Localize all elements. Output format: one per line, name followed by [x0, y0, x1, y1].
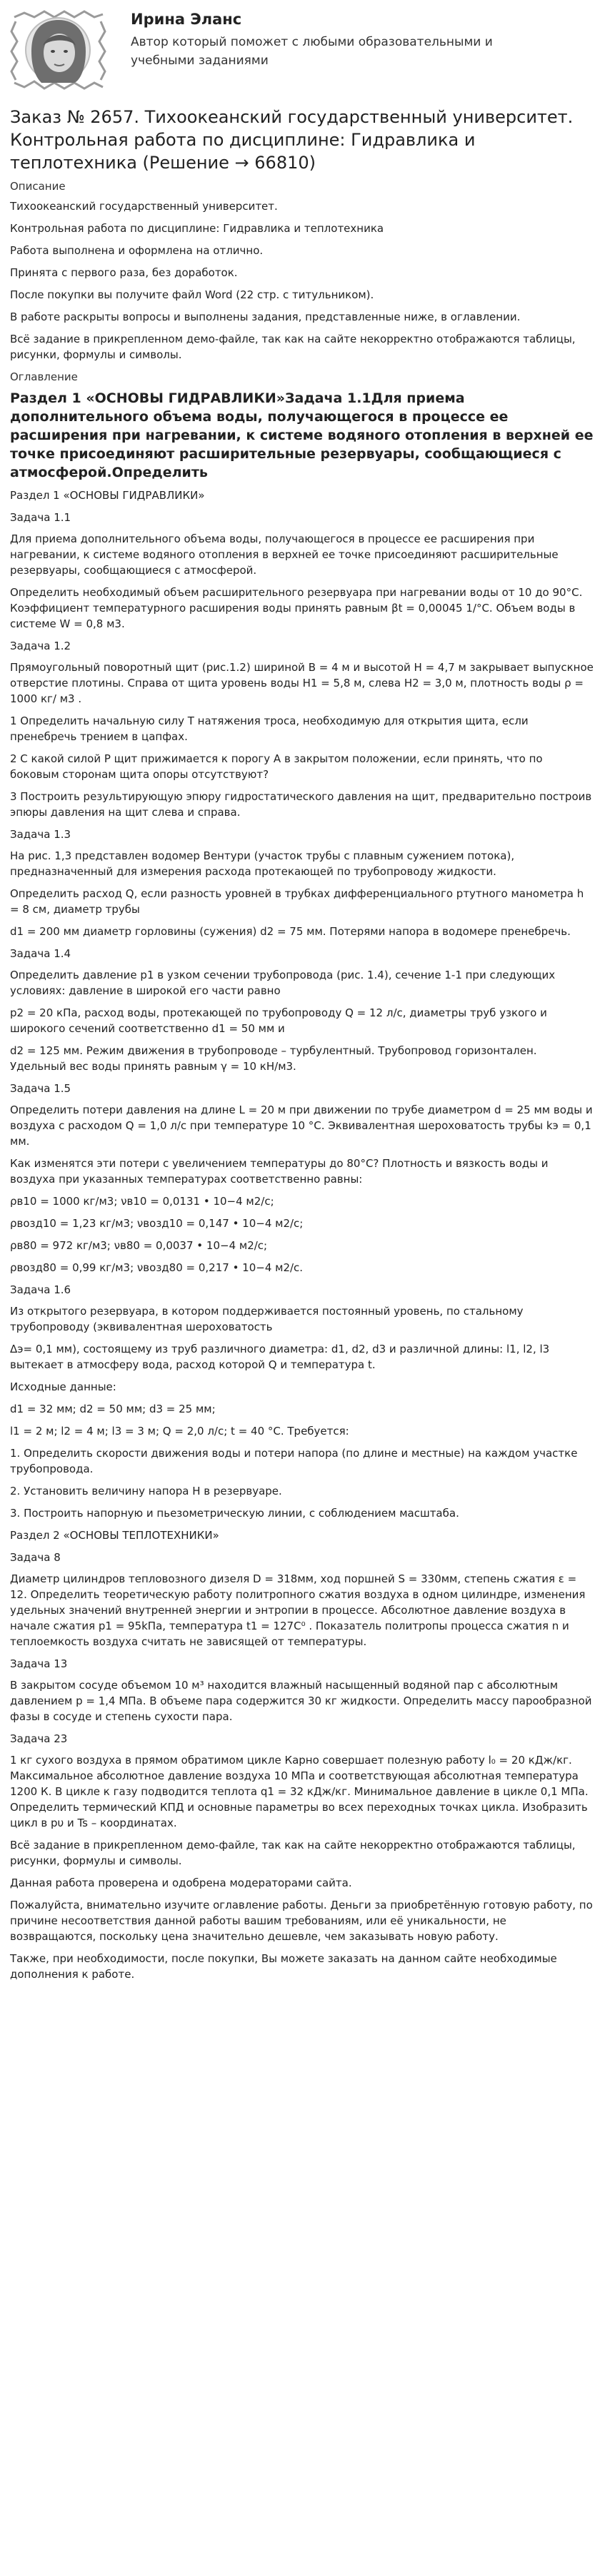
- footer-note: Также, при необходимости, после покупки, Вы можете заказать на данном сайте необходимые дополнения к работе.: [10, 1952, 557, 1981]
- description-paragraph: Тихоокеанский государственный университет.: [10, 200, 278, 213]
- description-paragraph: Работа выполнена и оформлена на отлично.: [10, 244, 264, 257]
- task-text: Диаметр цилиндров тепловозного дизеля D = 318мм, ход поршней S = 330мм, степень сжатия ε = 12. Определить теоретическую работу политропного сжатия воздуха в одном цилиндре, изменения удельных значений внутренней энергии и энтропии в процессе. Абсолютное давление воздуха в начале сжатия p1 = 95kПа, температура t1 = 127C⁰ . Показатель политропы процесса сжатия n и теплоемкость воздуха считать не зависящей от температуры.: [10, 1572, 586, 1648]
- task-text: d1 = 200 мм диаметр горловины (сужения) d2 = 75 мм. Потерями напора в водомере пренебречь.: [10, 925, 571, 938]
- task-title: Задача 1.5: [10, 1082, 71, 1095]
- description-text: [10, 198, 595, 363]
- order-title: Заказ № 2657. Тихоокеанский государственный университет. Контрольная работа по дисциплине: Гидравлика и теплотехника (Решение → 66810): [10, 107, 574, 173]
- task-text: 3. Построить напорную и пьезометрическую линии, с соблюдением масштаба.: [10, 1507, 459, 1520]
- task-text: Определить необходимый объем расширительного резервуара при нагревании воды от 10 до 90°С. Коэффициент температурного расширения воды принять равным βt = 0,00045 1/°С. Объем воды в системе W = 0,8 м3.: [10, 586, 583, 630]
- task-text: 2 С какой силой Р щит прижимается к порогу А в закрытом положении, если принять, что по боковым сторонам щита опоры отсутствуют?: [10, 752, 543, 781]
- task-text: ρвозд10 = 1,23 кг/м3; νвозд10 = 0,147 • 10−4 м2/с;: [10, 1217, 304, 1230]
- task-title: Задача 8: [10, 1551, 61, 1564]
- task-text: Прямоугольный поворотный щит (рис.1.2) шириной В = 4 м и высотой Н = 4,7 м закрывает выпускное отверстие плотины. Справа от щита уровень воды Н1 = 5,8 м, слева Н2 = 3,0 м, плотность воды ρ = 1000 кг/ м3 .: [10, 661, 594, 705]
- task-text: l1 = 2 м; l2 = 4 м; l3 = 3 м; Q = 2,0 л/с; t = 40 °С. Требуется:: [10, 1425, 349, 1438]
- description-paragraph: Контрольная работа по дисциплине: Гидравлика и теплотехника: [10, 222, 384, 235]
- task-text: Определить потери давления на длине L = 20 м при движении по трубе диаметром d = 25 мм воды и воздуха с расходом Q = 1,0 л/с при температуре 10 °С. Эквивалентная шероховатость трубы kэ = 0,1 мм.: [10, 1103, 593, 1148]
- task-text: Из открытого резервуара, в котором поддерживается постоянный уровень, по стальному трубопроводу (эквивалентная шероховатость: [10, 1305, 524, 1333]
- task-text: ρв80 = 972 кг/м3; νв80 = 0,0037 • 10−4 м2/с;: [10, 1239, 268, 1252]
- author-name[interactable]: Ирина Эланс: [131, 11, 242, 28]
- task-title: Задача 13: [10, 1657, 68, 1670]
- task-text: Определить давление p1 в узком сечении трубопровода (рис. 1.4), сечение 1-1 при следующих условиях: давление в широкой его части равно: [10, 969, 556, 997]
- task-text: В закрытом сосуде объемом 10 м³ находится влажный насыщенный водяной пар с абсолютным давлением p = 1,4 МПа. В объеме пара содержится 30 кг жидкости. Определить массу парообразной фазы в сосуде и степень сухости пара.: [10, 1679, 592, 1723]
- task-text: Для приема дополнительного объема воды, получающегося в процессе ее расширения при нагревании, к системе водяного отопления в верхней ее точке присоединяют расширительные резервуары, сообщающиеся с атмосферой.: [10, 532, 559, 577]
- task-text: На рис. 1,3 представлен водомер Вентури (участок трубы с плавным сужением потока), предназначенный для измерения расхода протекающей по трубопроводу жидкости.: [10, 849, 515, 878]
- footer-note: Данная работа проверена и одобрена модераторами сайта.: [10, 1877, 352, 1889]
- task-title: Задача 1.1: [10, 511, 71, 524]
- section-title: Раздел 2 «ОСНОВЫ ТЕПЛОТЕХНИКИ»: [10, 1529, 219, 1542]
- task-title: Задача 1.4: [10, 947, 71, 960]
- description-label: Описание: [10, 180, 66, 193]
- task-text: p2 = 20 кПа, расход воды, протекающей по трубопроводу Q = 12 л/с, диаметры труб узкого и широкого сечений соответственно d1 = 50 мм и: [10, 1006, 547, 1035]
- description-paragraph: Всё задание в прикрепленном демо-файле, так как на сайте некорректно отображаются таблицы, рисунки, формулы и символы.: [10, 333, 576, 361]
- task-text: 1. Определить скорости движения воды и потери напора (по длине и местные) на каждом участке трубопровода.: [10, 1447, 578, 1475]
- footer-note: Пожалуйста, внимательно изучите оглавление работы. Деньги за приобретённую готовую работу, по причине несоответствия данной работы вашим требованиям, или её уникальности, не возвращаются, поскольку цена значительно дешевле, чем заказывать новую работу.: [10, 1899, 593, 1943]
- footer-note: Всё задание в прикрепленном демо-файле, так как на сайте некорректно отображаются таблицы, рисунки, формулы и символы.: [10, 1839, 576, 1867]
- description-paragraph: После покупки вы получите файл Word (22 стр. с титульником).: [10, 288, 374, 301]
- toc-label: Оглавление: [10, 370, 78, 383]
- author-info: [131, 7, 531, 70]
- task-text: 1 кг сухого воздуха в прямом обратимом цикле Карно совершает полезную работу l₀ = 20 кДж/кг. Максимальное абсолютное давление воздуха 10 МПа и соответствующая абсолютная температура 1200 К. В цикле к газу подводится теплота q1 = 32 кДж/кг. Минимальное давление в цикле 0,1 МПа. Определить термический КПД и основные параметры во всех переходных точках цикла. Изобразить цикл в pυ и Ts – координатах.: [10, 1754, 589, 1829]
- author-card: [10, 7, 595, 93]
- task-text: 3 Построить результирующую эпюру гидростатического давления на щит, предварительно построив эпюры давления на щит слева и справа.: [10, 790, 592, 819]
- task-text: 1 Определить начальную силу Т натяжения троса, необходимую для открытия щита, если пренебречь трением в цапфах.: [10, 714, 529, 743]
- task-text: Исходные данные:: [10, 1380, 116, 1393]
- task-text: Δэ= 0,1 мм), состоящему из труб различного диаметра: d1, d2, d3 и различной длины: l1, l2, l3 вытекает в атмосферу вода, расход которой Q и температура t.: [10, 1343, 550, 1371]
- description-paragraph: Принята с первого раза, без доработок.: [10, 266, 238, 279]
- task-title: Задача 1.6: [10, 1283, 71, 1296]
- task-title: Задача 1.3: [10, 828, 71, 841]
- task-text: Как изменятся эти потери с увеличением температуры до 80°С? Плотность и вязкость воды и воздуха при указанных температурах соответственно равны:: [10, 1157, 549, 1186]
- task-title: Задача 1.2: [10, 640, 71, 652]
- task-text: Определить расход Q, если разность уровней в трубках дифференциального ртутного манометра h = 8 см, диаметр трубы: [10, 887, 584, 916]
- section-title: Раздел 1 «ОСНОВЫ ГИДРАВЛИКИ»: [10, 489, 205, 502]
- task-text: 2. Установить величину напора Н в резервуаре.: [10, 1485, 282, 1497]
- author-description: Автор который поможет с любыми образовательными и учебными заданиями: [131, 35, 493, 68]
- author-avatar[interactable]: [10, 7, 106, 93]
- task-text: ρвозд80 = 0,99 кг/м3; νвозд80 = 0,217 • 10−4 м2/с.: [10, 1261, 304, 1274]
- task-text: d2 = 125 мм. Режим движения в трубопроводе – турбулентный. Трубопровод горизонтален. Удельный вес воды принять равным γ = 10 кН/м3.: [10, 1044, 537, 1073]
- description-paragraph: В работе раскрыты вопросы и выполнены задания, представленные ниже, в оглавлении.: [10, 310, 521, 323]
- task-text: d1 = 32 мм; d2 = 50 мм; d3 = 25 мм;: [10, 1403, 216, 1415]
- toc-heading: Раздел 1 «ОСНОВЫ ГИДРАВЛИКИ»Задача 1.1Для приема дополнительного объема воды, получающегося в процессе ее расширения при нагревании, к системе водяного отопления в верхней ее точке присоединяют расширительные резервуары, сообщающиеся с атмосферой.Определить: [10, 390, 594, 480]
- task-text: ρв10 = 1000 кг/м3; νв10 = 0,0131 • 10−4 м2/с;: [10, 1195, 274, 1208]
- toc-content: [10, 488, 595, 1982]
- task-title: Задача 23: [10, 1732, 68, 1745]
